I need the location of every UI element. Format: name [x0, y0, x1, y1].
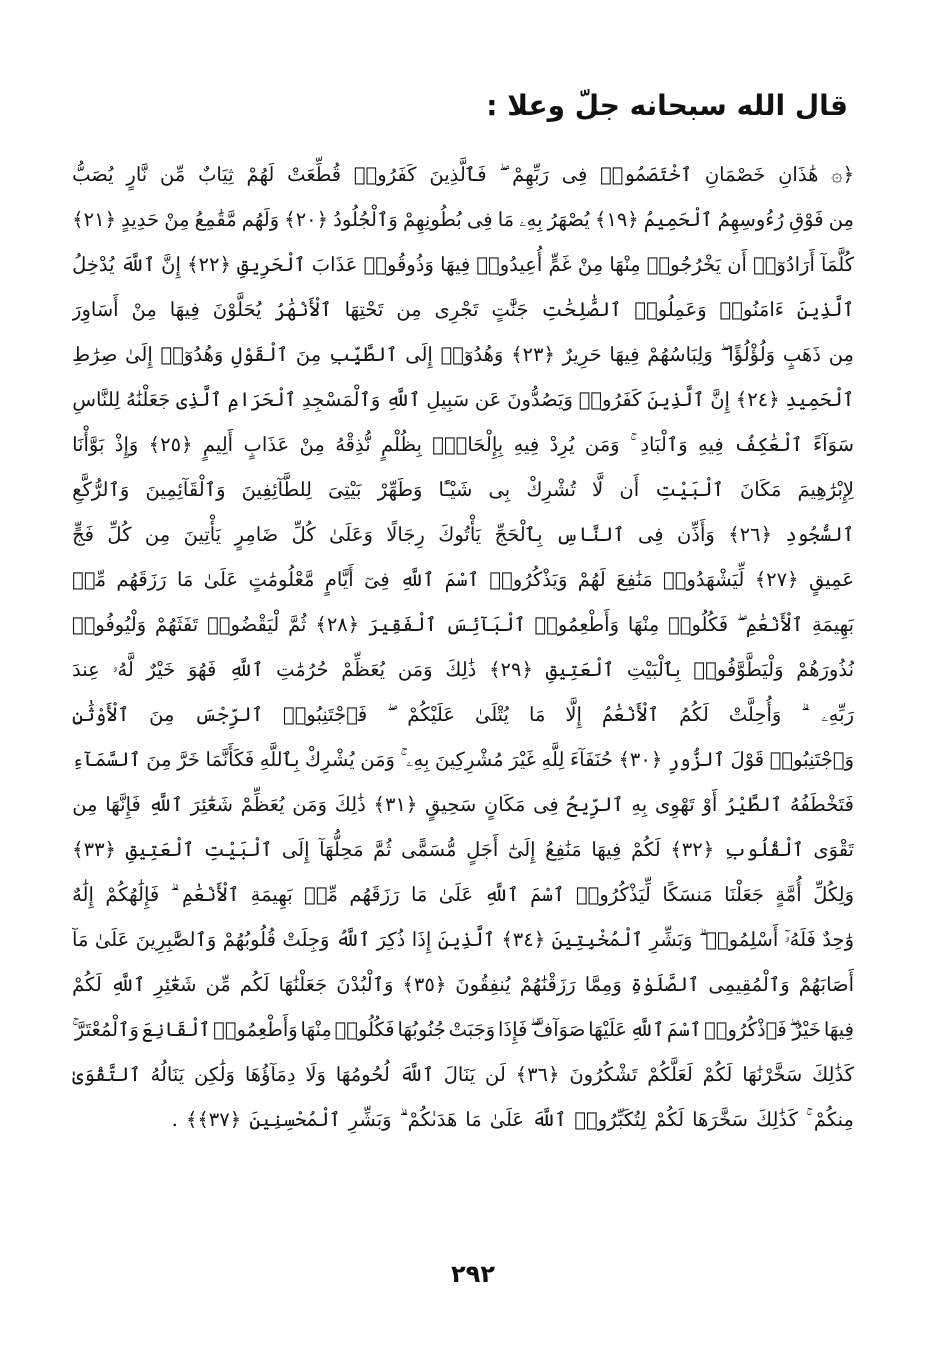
- verse-line: كُلَّمَآ أَرَادُوٓا۟ أَن يَخْرُجُوا۟ مِنْهَا مِنْ غَمٍّ أُعِيدُوا۟ فِيهَا وَذُوقُوا۟ عَذَابَ ٱلْحَرِيقِ ﴿٢٢﴾ إِنَّ ٱللَّهَ يُدْخِلُ: [72, 253, 854, 276]
- verse-line: رَبِّهِۦ وَأُحِلَّتْ لَكُمُ ٱلْأَنْعَٰمُ إِلَّا مَا يُتْلَىٰ عَلَيْكُمْ فَٱجْتَنِبُوا۟ ٱلرِّجْسَ مِنَ ٱلْأَوْثَٰنِ: [72, 703, 854, 726]
- page-number: ٢٩٢: [451, 1260, 495, 1288]
- page-heading: قال الله سبحانه جلّ وعلا :: [486, 89, 848, 122]
- verse-line: وَلِكُلِّ أُمَّةٍ جَعَلْنَا مَنسَكًا لِّيَذْكُرُوا۟ ٱسْمَ ٱللَّهِ عَلَىٰ مَا رَزَقَهُم مِّنۢ بَهِيمَةِ ٱلْأَنْعَٰمِ فَإِلَٰهُكُمْ إِلَٰهٌ: [72, 883, 854, 906]
- verse-line: بَهِيمَةِ ٱلْأَنْعَٰمِ فَكُلُوا۟ مِنْهَا وَأَطْعِمُوا۟ ٱلْبَآئِسَ ٱلْفَقِيرَ ﴿٢٨﴾ ثُمَّ لْيَقْضُوا۟ تَفَثَهُمْ وَلْيُوفُوا۟: [72, 613, 854, 636]
- verse-line: ٱلسُّجُودِ ﴿٢٦﴾ وَأَذِّن فِى ٱلنَّاسِ بِٱلْحَجِّ يَأْتُوكَ رِجَالًا وَعَلَىٰ كُلِّ ضَامِرٍ يَأْتِينَ مِن كُلِّ فَجٍّ: [72, 523, 854, 546]
- verse-line: تَقْوَى ٱلْقُلُوبِ ﴿٣٢﴾ لَكُمْ فِيهَا مَنَٰفِعُ إِلَىٰٓ أَجَلٍ مُّسَمًّى ثُمَّ مَحِلُّهَآ إِلَى ٱلْبَيْتِ ٱلْعَتِيقِ ﴿٣٣﴾: [72, 838, 854, 861]
- verse-line: سَوَآءً ٱلْعَٰكِفُ فِيهِ وَٱلْبَادِ وَمَن يُرِدْ فِيهِ بِإِلْحَادٍۭ بِظُلْمٍ نُّذِقْهُ مِنْ عَذَابٍ أَلِيمٍ ﴿٢٥﴾ وَإِذْ بَوَّأْنَا: [72, 433, 854, 456]
- verse-line: كَذَٰلِكَ سَخَّرْنَٰهَا لَكُمْ لَعَلَّكُمْ تَشْكُرُونَ ﴿٣٦﴾ لَن يَنَالَ ٱللَّهَ لُحُومُهَا وَلَا دِمَآؤُهَا وَلَٰكِن يَنَالُهُ ٱلتَّقْوَىٰ: [72, 1063, 854, 1086]
- verse-line: أَصَابَهُمْ وَٱلْمُقِيمِى ٱلصَّلَوٰةِ وَمِمَّا رَزَقْنَٰهُمْ يُنفِقُونَ ﴿٣٥﴾ وَٱلْبُدْنَ جَعَلْنَٰهَا لَكُم مِّن شَعَٰٓئِرِ ٱللَّهِ لَكُمْ: [72, 973, 854, 996]
- verse-line: مِن ذَهَبٍ وَلُؤْلُؤًا وَلِبَاسُهُمْ فِيهَا حَرِيرٌ ﴿٢٣﴾ وَهُدُوٓا۟ إِلَى ٱلطَّيِّبِ مِنَ ٱلْقَوْلِ وَهُدُوٓا۟ إِلَىٰ صِرَٰطِ: [72, 343, 854, 366]
- verse-line: ٱلْحَمِيدِ ﴿٢٤﴾ إِنَّ ٱلَّذِينَ كَفَرُوا۟ وَيَصُدُّونَ عَن سَبِيلِ ٱللَّهِ وَٱلْمَسْجِدِ ٱلْحَرَامِ ٱلَّذِى جَعَلْنَٰهُ لِلنَّاسِ: [72, 388, 854, 411]
- verse-line: لِإِبْرَٰهِيمَ مَكَانَ ٱلْبَيْتِ أَن لَّا تُشْرِكْ بِى شَيْـًٔا وَطَهِّرْ بَيْتِىَ لِلطَّآئِفِينَ وَٱلْقَآئِمِينَ وَٱلرُّكَّعِ: [72, 478, 854, 501]
- verse-line: مِنكُمْ كَذَٰلِكَ سَخَّرَهَا لَكُمْ لِتُكَبِّرُوا۟ ٱللَّهَ عَلَىٰ مَا هَدَىٰكُمْ وَبَشِّرِ ٱلْمُحْسِنِينَ ﴿٣٧﴾﴾ .: [171, 1108, 854, 1131]
- verse-line: وَٰحِدٌ فَلَهُۥٓ أَسْلِمُوا۟ وَبَشِّرِ ٱلْمُخْبِتِينَ ﴿٣٤﴾ ٱلَّذِينَ إِذَا ذُكِرَ ٱللَّهُ وَجِلَتْ قُلُوبُهُمْ وَٱلصَّٰبِرِينَ عَلَىٰ مَآ: [72, 928, 854, 951]
- verse-line: فِيهَا خَيْرٌ فَٱذْكُرُوا۟ ٱسْمَ ٱللَّهِ عَلَيْهَا صَوَآفَّ فَإِذَا وَجَبَتْ جُنُوبُهَا فَكُلُوا۟ مِنْهَا وَأَطْعِمُوا۟ ٱلْقَانِعَ وَٱلْمُعْتَرَّ: [74, 1018, 854, 1041]
- verse-line: مِن فَوْقِ رُءُوسِهِمُ ٱلْحَمِيمُ ﴿١٩﴾ يُصْهَرُ بِهِۦ مَا فِى بُطُونِهِمْ وَٱلْجُلُودُ ﴿٢٠﴾ وَلَهُم مَّقَٰمِعُ مِنْ حَدِيدٍ ﴿٢١﴾: [72, 208, 854, 231]
- verse-line: فَتَخْطَفُهُ ٱلطَّيْرُ أَوْ تَهْوِى بِهِ ٱلرِّيحُ فِى مَكَانٍ سَحِيقٍ ﴿٣١﴾ ذَٰلِكَ وَمَن يُعَظِّمْ شَعَٰٓئِرَ ٱللَّهِ فَإِنَّهَا مِن: [72, 793, 854, 816]
- verse-line: ٱلَّذِينَ ءَامَنُوا۟ وَعَمِلُوا۟ ٱلصَّٰلِحَٰتِ جَنَّٰتٍ تَجْرِى مِن تَحْتِهَا ٱلْأَنْهَٰرُ يُحَلَّوْنَ فِيهَا مِنْ أَسَاوِرَ: [72, 298, 854, 321]
- verse-line: عَمِيقٍ ﴿٢٧﴾ لِّيَشْهَدُوا۟ مَنَٰفِعَ لَهُمْ وَيَذْكُرُوا۟ ٱسْمَ ٱللَّهِ فِىٓ أَيَّامٍ مَّعْلُومَٰتٍ عَلَىٰ مَا رَزَقَهُم مِّنۢ: [72, 568, 854, 591]
- verse-text-block: [72, 152, 854, 1142]
- verse-line: نُذُورَهُمْ وَلْيَطَّوَّفُوا۟ بِٱلْبَيْتِ ٱلْعَتِيقِ ﴿٢٩﴾ ذَٰلِكَ وَمَن يُعَظِّمْ حُرُمَٰتِ ٱللَّهِ فَهُوَ خَيْرٌ لَّهُۥ عِندَ: [72, 658, 854, 681]
- verse-line: ﴿۞ هَٰذَانِ خَصْمَانِ ٱخْتَصَمُوا۟ فِى رَبِّهِمْ فَٱلَّذِينَ كَفَرُوا۟ قُطِّعَتْ لَهُمْ ثِيَابٌ مِّن نَّارٍ يُصَبُّ: [72, 163, 854, 186]
- verse-line: وَٱجْتَنِبُوا۟ قَوْلَ ٱلزُّورِ ﴿٣٠﴾ حُنَفَآءَ لِلَّهِ غَيْرَ مُشْرِكِينَ بِهِۦ وَمَن يُشْرِكْ بِٱللَّهِ فَكَأَنَّمَا خَرَّ مِنَ ٱلسَّمَآءِ: [72, 748, 854, 771]
